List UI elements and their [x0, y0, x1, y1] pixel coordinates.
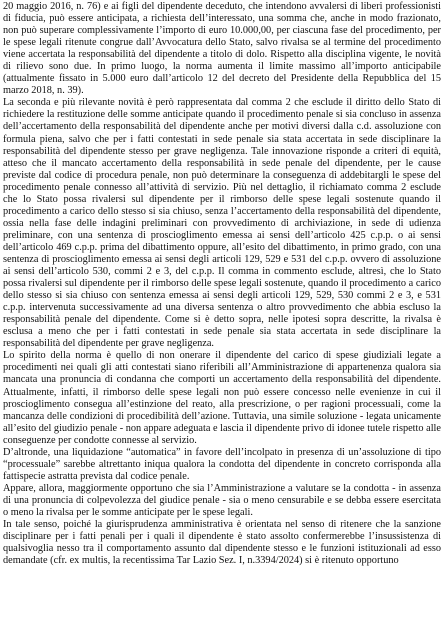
paragraph-amministrazione: Appare, allora, maggiormente opportuno che sia l’Amministrazione a valutare se la condotta - in assenza di una pronuncia di colpevolezza del giudice penale - sia o meno censurabile e se debba essere esercitata o meno la rivalsa per le somme anticipate per le spese legali. — [3, 482, 441, 518]
paragraph-spirito-norma: Lo spirito della norma è quello di non onerare il dipendente del carico di spese giudiziali legate a procedimenti nei quali gli atti contestati siano riferibili all’Amministrazione di appartenenza qualora sia mancata una pronuncia di condanna che comporti un accertamento della responsabilità del dipendente. Attualmente, infatti, il rimborso delle spese legali non può essere concesso nelle evenienze in cui il proscioglimento consegua all’estinzione del reato, alla prescrizione, o per ragioni processuali, come la mancanza delle condizioni di procedibilità dell’azione. Tuttavia, una simile soluzione - legata unicamente all’esito del giudizio penale - non appare adeguata e lascia il dipendente privo di idonee tutele rispetto alle conseguenze per condotte connesse al servizio. — [3, 350, 441, 446]
document-page — [3, 1, 441, 567]
paragraph-liquidazione: D’altronde, una liquidazione “automatica” in favore dell’incolpato in presenza di un’assoluzione di tipo “processuale” sarebbe altrettanto iniqua qualora la condotta del dipendente in concreto corrisponda alla fattispecie astratta prevista dal codice penale. — [3, 446, 441, 482]
paragraph-intro: 20 maggio 2016, n. 76) e ai figli del dipendente deceduto, che intendono avvalersi di liberi professionisti di fiducia, può essere anticipata, a richiesta dell’interessato, una somma che, anche in modo frazionato, non può superare complessivamente l’importo di euro 10.000,00, per ciascuna fase del procedimento, per le spese legali ritenute congrue dall’Avvocatura dello Stato, salvo rivalsa se al termine del procedimento viene accertata la responsabilità del dipendente a titolo di dolo. Rispetto alla disciplina vigente, le novità di rilievo sono due. In primo luogo, la norma aumenta il limite massimo all’importo anticipabile (attualmente fissato in 5.000 euro dall’articolo 12 del decreto del Presidente della Repubblica del 15 marzo 2018, n. 39). — [3, 1, 441, 97]
paragraph-comma-2: La seconda e più rilevante novità è però rappresentata dal comma 2 che esclude il diritto dello Stato di richiedere la restituzione delle somme anticipate quando il procedimento penale si sia concluso in assenza dell’accertamento della responsabilità del dipendente anche per motivi diversi dalla c.d. assoluzione con formula piena, salvo che per i fatti contestati in sede penale sia stata accertata in sede disciplinare la responsabilità del dipendente stesso per grave negligenza. Tale innovazione risponde a criteri di equità, atteso che il mancato accertamento della responsabilità in sede penale del dipendente, per le cause previste dal codice di procedura penale, non può determinare la conseguenza di addebitargli le spese del procedimento penale connesso all’attività di servizio. Più nel dettaglio, il richiamato comma 2 esclude che lo Stato possa rivalersi sul dipendente per il rimborso delle spese legali sostenute quando il procedimento a carico dello stesso si sia chiuso, senza l’accertamento della responsabilità del dipendente, ossia nella fase delle indagini preliminari con provvedimento di archiviazione, in sede di udienza preliminare, con una sentenza di proscioglimento emessa ai sensi dell’articolo 425 c.p.p. o ai sensi dell’articolo 469 c.p.p. prima del dibattimento oppure, all’esito del dibattimento, in primo grado, con una sentenza di proscioglimento emessa ai sensi degli articoli 129, 529 e 531 del c.p.p. ovvero di assoluzione ai sensi dell’articolo 530, commi 2 e 3, del c.p.p. Il comma in commento esclude, altresì, che lo Stato possa rivalersi sul dipendente per il rimborso delle spese legali sostenute, quando il procedimento a carico dello stesso si sia chiuso con sentenza emessa ai sensi degli articoli 129, 529, 530 commi 2 e 3, e 531 c.p.p. intervenuta successivamente ad una diversa sentenza o altro provvedimento che abbia escluso la responsabilità penale del dipendente. Come si è detto sopra, nelle ipotesi sopra descritte, la rivalsa è esclusa a meno che per i fatti contestati in sede penale sia stata accertata in sede disciplinare la responsabilità del dipendente per grave negligenza. — [3, 97, 441, 350]
paragraph-giurisprudenza: In tale senso, poiché la giurisprudenza amministrativa è orientata nel senso di ritenere che la sanzione disciplinare per i fatti penali per i quali il dipendente è stato assolto confermerebbe l’insussistenza di qualsivoglia nesso tra il comportamento assunto dal dipendente stesso e le funzioni istituzionali ad esso demandate (cfr. ex multis, la recentissima Tar Lazio Sez. I, n.3394/2024) si è ritenuto opportuno — [3, 519, 441, 567]
